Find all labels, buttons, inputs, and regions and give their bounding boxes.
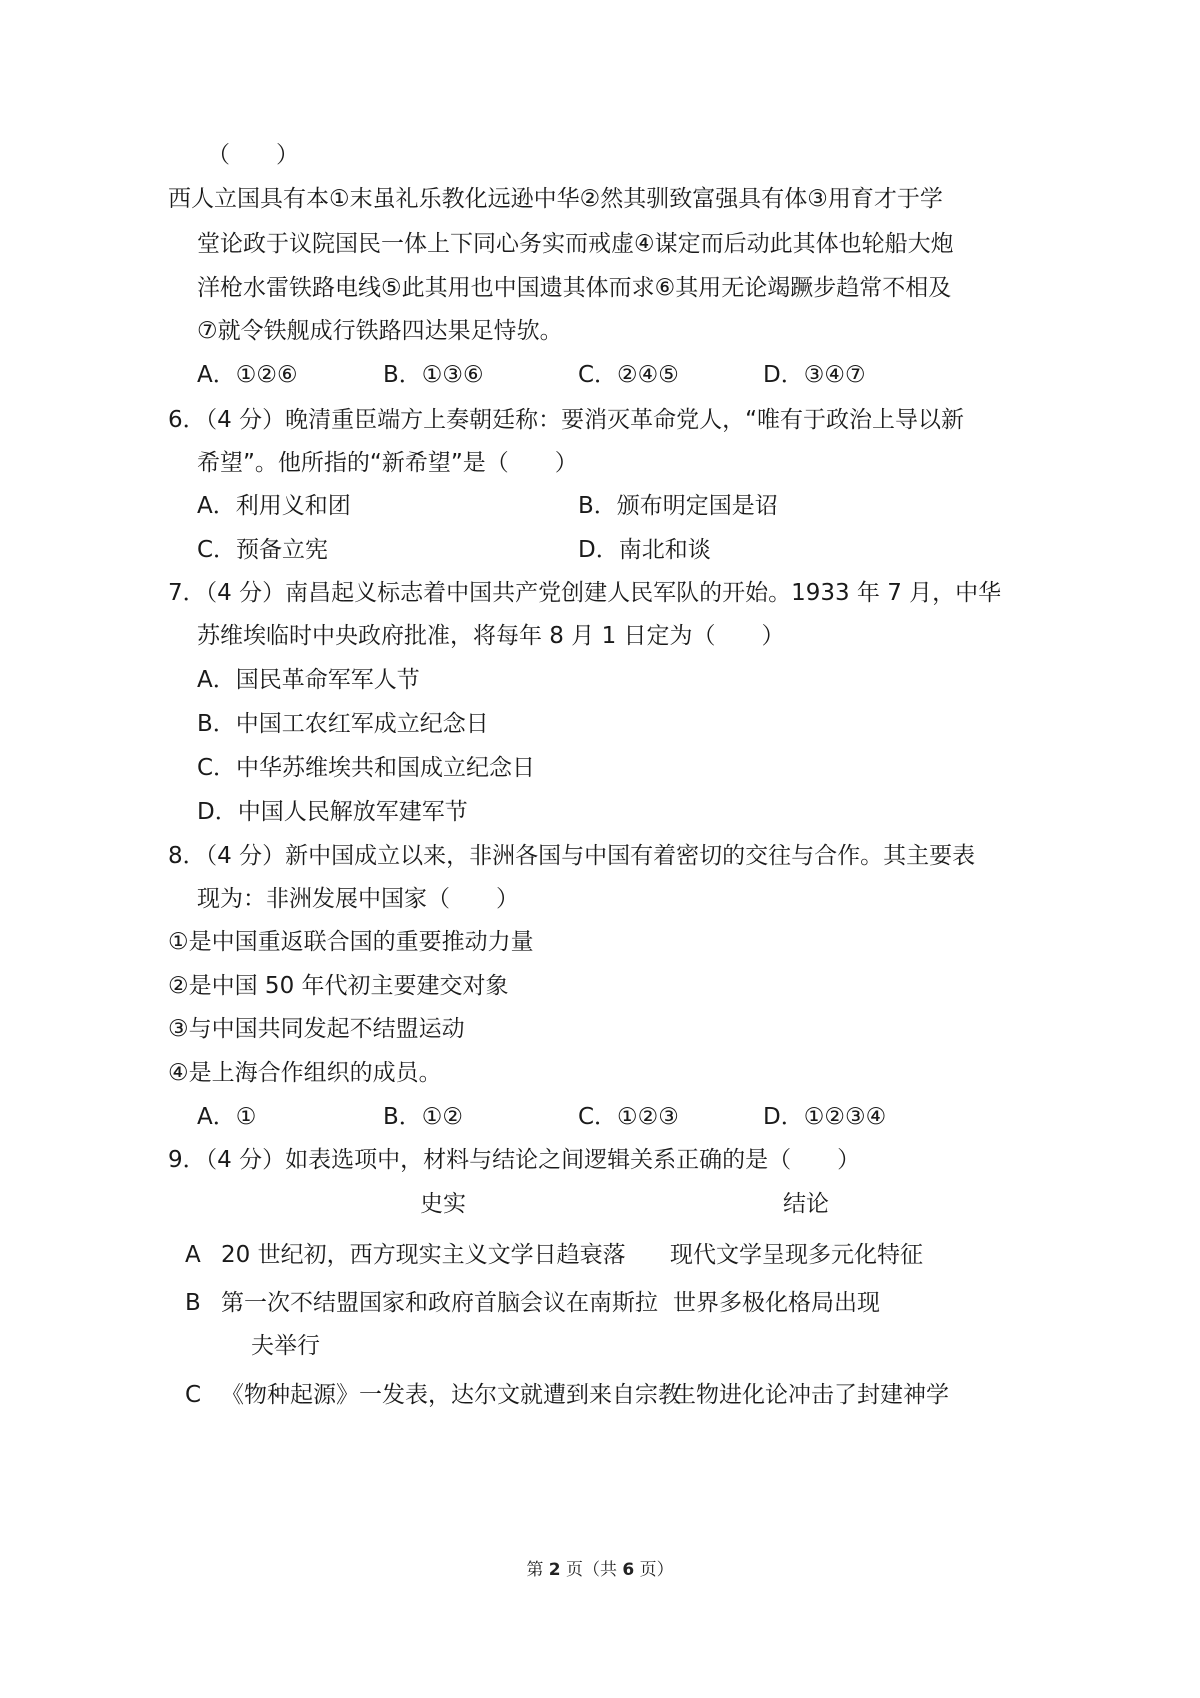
option-c[interactable]: C．中华苏维埃共和国成立纪念日 — [197, 755, 536, 781]
option-a[interactable]: A．国民革命军军人节 — [197, 667, 420, 693]
option-d[interactable]: D．③④⑦ — [763, 362, 866, 388]
row-fact-continued: 夫举行 — [251, 1333, 320, 1359]
question-text-line: 7．（4 分）南昌起义标志着中国共产党创建人民军队的开始。1933 年 7 月，中华 — [168, 580, 1002, 606]
page-number: 2 — [548, 1560, 561, 1580]
question-text-line: ⑦就令铁舰成行铁路四达果足恃欤。 — [197, 318, 563, 344]
question-text-line: 6．（4 分）晚清重臣端方上奏朝廷称：要消灭革命党人，“唯有于政治上导以新 — [168, 407, 964, 433]
option-d[interactable]: D．中国人民解放军建军节 — [197, 799, 468, 825]
option-a[interactable]: A．①②⑥ — [197, 362, 298, 388]
row-label: B — [185, 1290, 201, 1316]
question-text-line: 西人立国具有本①末虽礼乐教化远逊中华②然其驯致富强具有体③用育才于学 — [168, 186, 943, 212]
row-fact: 第一次不结盟国家和政府首脑会议在南斯拉 — [221, 1290, 658, 1316]
question-text-line: 堂论政于议院国民一体上下同心务实而戒虚④谋定而后动此其体也轮船大炮 — [197, 231, 954, 257]
statement-item: ②是中国 50 年代初主要建交对象 — [168, 973, 509, 999]
footer-middle: 页（共 — [566, 1560, 617, 1580]
row-conclusion: 生物进化论冲击了封建神学 — [673, 1382, 949, 1408]
question-text-line: 现为：非洲发展中国家（ ） — [197, 886, 519, 912]
table-header-conclusion: 结论 — [783, 1191, 829, 1217]
row-label: A — [185, 1242, 201, 1268]
option-b[interactable]: B．中国工农红军成立纪念日 — [197, 711, 489, 737]
option-c[interactable]: C．①②③ — [578, 1104, 679, 1130]
option-b[interactable]: B．①③⑥ — [383, 362, 484, 388]
table-header-fact: 史实 — [420, 1191, 466, 1217]
row-fact: 《物种起源》一发表，达尔文就遭到来自宗教 — [221, 1382, 681, 1408]
total-pages: 6 — [622, 1560, 635, 1580]
option-b[interactable]: B．①② — [383, 1104, 464, 1130]
question-text-line: 希望”。他所指的“新希望”是（ ） — [197, 450, 578, 476]
footer-prefix: 第 — [526, 1560, 544, 1580]
row-conclusion: 世界多极化格局出现 — [673, 1290, 880, 1316]
statement-item: ④是上海合作组织的成员。 — [168, 1060, 442, 1086]
row-label: C — [185, 1382, 202, 1408]
question-text-line: 苏维埃临时中央政府批准，将每年 8 月 1 日定为（ ） — [197, 623, 785, 649]
question-text-line: 8．（4 分）新中国成立以来，非洲各国与中国有着密切的交往与合作。其主要表 — [168, 843, 976, 869]
option-a[interactable]: A．利用义和团 — [197, 493, 351, 519]
option-d[interactable]: D．①②③④ — [763, 1104, 887, 1130]
question-text-line: 9．（4 分）如表选项中，材料与结论之间逻辑关系正确的是（ ） — [168, 1147, 861, 1173]
answer-paren: （ ） — [207, 142, 299, 168]
option-d[interactable]: D．南北和谈 — [578, 537, 711, 563]
option-a[interactable]: A．① — [197, 1104, 257, 1130]
footer-suffix: 页） — [639, 1560, 674, 1580]
question-text-line: 洋枪水雷铁路电线⑤此其用也中国遗其体而求⑥其用无论竭蹶步趋常不相及 — [197, 275, 952, 301]
option-c[interactable]: C．②④⑤ — [578, 362, 679, 388]
statement-item: ③与中国共同发起不结盟运动 — [168, 1016, 465, 1042]
option-c[interactable]: C．预备立宪 — [197, 537, 329, 563]
row-fact: 20 世纪初，西方现实主义文学日趋衰落 — [221, 1242, 626, 1268]
page-footer — [0, 1555, 1200, 1580]
row-conclusion: 现代文学呈现多元化特征 — [670, 1242, 923, 1268]
statement-item: ①是中国重返联合国的重要推动力量 — [168, 929, 534, 955]
option-b[interactable]: B．颁布明定国是诏 — [578, 493, 778, 519]
